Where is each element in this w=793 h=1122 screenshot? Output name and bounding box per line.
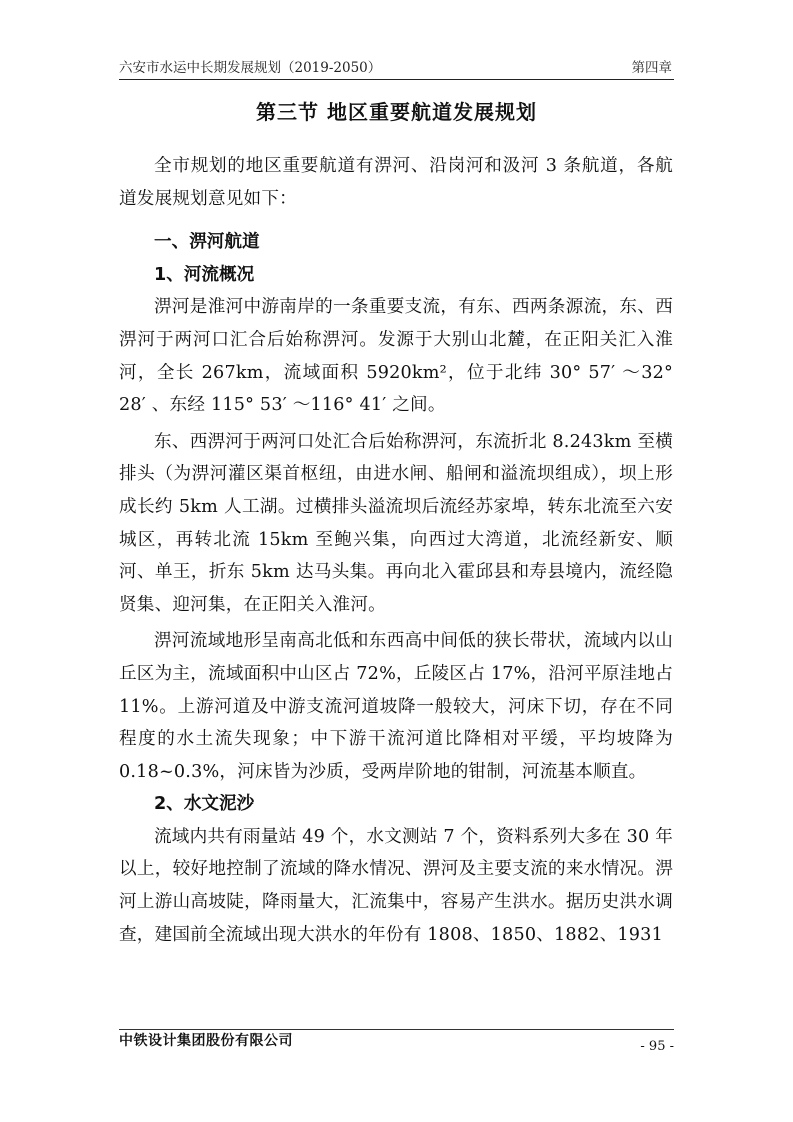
header-divider [119, 79, 674, 80]
footer-company-name: 中铁设计集团股份有限公司 [119, 1033, 293, 1049]
heading-pihe-channel: 一、淠河航道 [154, 232, 260, 253]
paragraph-terrain: 淠河流域地形呈南高北低和东西高中间低的狭长带状，流域内以山丘区为主，流域面积中山区占 72%，丘陵区占 17%，沿河平原洼地占 11%。上游河道及中游支流河道坡降一般较大，河床下切，存在不同程度的水土流失现象；中下游干流河道比降相对平缓，平均坡降为 0.18~0.3%，河床皆为沙质，受两岸阶地的钳制，河流基本顺直。 [119, 631, 673, 782]
header-chapter: 第四章 [631, 60, 672, 76]
page-header [119, 52, 674, 78]
body-content [119, 150, 673, 951]
heading-hydrology-sediment: 2、水文泥沙 [154, 794, 255, 815]
section-title: 第三节 地区重要航道发展规划 [256, 100, 537, 124]
page-footer [119, 1027, 674, 1057]
intro-paragraph: 全市规划的地区重要航道有淠河、沿岗河和汲河 3 条航道，各航道发展规划意见如下： [119, 156, 673, 209]
paragraph-river-overview: 淠河是淮河中游南岸的一条重要支流，有东、西两条源流，东、西淠河于两河口汇合后始称淠河。发源于大别山北麓，在正阳关汇入淮河，全长 267km，流域面积 5920km²，位于北纬 30° 57′ ～32° 28′ 、东经 115° 53′ ～116° 41′ 之间。 [119, 297, 673, 416]
paragraph-river-course: 东、西淠河于两河口处汇合后始称淠河，东流折北 8.243km 至横排头（为淠河灌区渠首枢纽，由进水闸、船闸和溢流坝组成），坝上形成长约 5km 人工湖。过横排头溢流坝后流经苏家埠，转东北流至六安城区，再转北流 15km 至鲍兴集，向西过大湾道，北流经新安、顺河、单王，折东 5km 达马头集。再向北入霍邱县和寿县境内，流经隐贤集、迎河集，在正阳关入淮河。 [119, 431, 673, 615]
header-document-title: 六安市水运中长期发展规划（2019-2050） [119, 60, 382, 76]
heading-river-overview: 1、河流概况 [154, 264, 255, 285]
paragraph-hydrology: 流域内共有雨量站 49 个，水文测站 7 个，资料系列大多在 30 年以上，较好地控制了流域的降水情况、淠河及主要支流的来水情况。淠河上游山高坡陡，降雨量大，汇流集中，容易产生洪水。据历史洪水调查，建国前全流域出现大洪水的年份有 1808、1850、1882、1931 [119, 826, 673, 945]
page-number: - 95 - [640, 1039, 674, 1054]
